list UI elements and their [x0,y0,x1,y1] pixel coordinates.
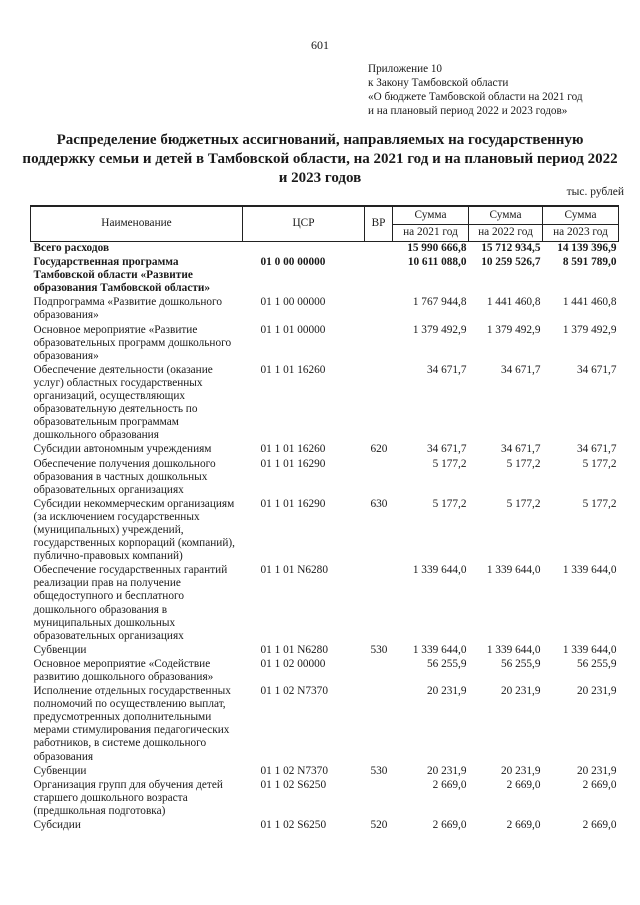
cell-name: Основное мероприятие «Содействие развитию дошкольного образования» [33,657,214,683]
cell-sum-2021: 20 231,9 [426,764,467,777]
cell-csr: 01 1 01 16290 [260,497,326,510]
cell-sum-2023: 56 255,9 [576,657,617,670]
table-row [31,242,619,257]
cell-name: Обеспечение получения дошкольного образования в частных дошкольных образовательных организациях [33,457,216,496]
header-sum-2022 [469,206,543,242]
header-sum-2021-top: Сумма [414,209,447,222]
cell-vr [365,658,393,685]
document-title: Распределение бюджетных ассигнований, направляемых на государственную поддержку семьи и детей в Тамбовской области, на 2021 год и на плановый период 2022 и 2023 годов [22,132,618,186]
cell-vr [365,685,393,765]
header-sum-2023 [543,206,619,242]
cell-sum-2022: 34 671,7 [500,443,541,456]
cell-vr: 520 [370,819,388,832]
cell-sum-2022: 34 671,7 [500,363,541,376]
cell-vr [365,779,393,819]
header-sum-2021 [393,206,469,242]
table-row [31,779,619,819]
cell-name: Субсидии автономным учреждениям [33,443,212,456]
cell-sum-2021: 5 177,2 [432,497,467,510]
cell-sum-2021: 34 671,7 [426,443,467,456]
cell-sum-2021: 10 611 088,0 [407,256,467,269]
header-name: Наименование [31,206,243,242]
cell-sum-2022: 1 441 460,8 [486,296,541,309]
cell-csr: 01 1 01 00000 [260,323,326,336]
cell-name: Субсидии некоммерческим организациям (за исключением государственных (муниципальных) учреждений, государственных корпораций (компаний), публично-правовых компаний) [33,497,235,563]
cell-name: Исполнение отдельных государственных полномочий по осуществлению выплат, предусмотренных дополнительными мерами стимулирования педагогических работников, в системе дошкольного образования [33,685,231,763]
cell-sum-2023: 5 177,2 [582,497,617,510]
cell-vr [365,364,393,444]
cell-sum-2023: 1 339 644,0 [562,564,617,577]
cell-name: Подпрограмма «Развитие дошкольного образования» [33,296,223,322]
table-row [31,685,619,765]
appendix-line: к Закону Тамбовской области [368,77,509,89]
cell-sum-2023: 20 231,9 [576,685,617,698]
cell-csr: 01 1 02 S6250 [260,819,327,832]
table-row [31,458,619,498]
cell-csr [243,242,365,257]
cell-sum-2021: 2 669,0 [432,778,467,791]
appendix-note [368,62,583,118]
appendix-line: Приложение 10 [368,63,443,75]
cell-vr [365,256,393,296]
cell-name: Всего расходов [33,242,110,254]
cell-sum-2022: 5 177,2 [506,457,541,470]
cell-sum-2022: 1 339 644,0 [486,643,541,656]
cell-sum-2022: 5 177,2 [506,497,541,510]
cell-sum-2021: 1 379 492,9 [412,323,467,336]
cell-name: Государственная программа Тамбовской области «Развитие образования Тамбовской области» [33,256,211,295]
table-row [31,564,619,644]
page-number: 601 [311,38,329,52]
cell-sum-2023: 34 671,7 [576,443,617,456]
cell-vr [365,324,393,364]
table-row [31,498,619,564]
cell-csr: 01 1 02 N7370 [260,764,328,777]
cell-name: Субвенции [33,643,87,656]
cell-sum-2023: 2 669,0 [582,778,617,791]
cell-vr: 530 [370,643,388,656]
cell-name: Организация групп для обучения детей старшего дошкольного возраста (предшкольная подготовка) [33,778,223,817]
units-label: тыс. рублей [566,186,624,198]
cell-sum-2021: 34 671,7 [426,363,467,376]
cell-sum-2022: 10 259 526,7 [481,256,541,269]
cell-sum-2023: 20 231,9 [576,764,617,777]
cell-sum-2023: 1 441 460,8 [562,296,617,309]
cell-sum-2021: 20 231,9 [426,685,467,698]
cell-sum-2023: 14 139 396,9 [557,242,617,254]
cell-sum-2023: 34 671,7 [576,363,617,376]
table-body [31,242,619,834]
cell-vr: 530 [370,764,388,777]
cell-sum-2021: 2 669,0 [432,819,467,832]
cell-csr: 01 1 00 00000 [260,296,326,309]
cell-csr: 01 1 01 16260 [260,363,326,376]
header-sum-2022-top: Сумма [489,209,522,222]
table-header-row [31,206,619,242]
table-row [31,256,619,296]
cell-sum-2022: 15 712 934,5 [481,242,541,254]
cell-csr: 01 1 01 16290 [260,457,326,470]
header-vr: ВР [365,206,393,242]
cell-sum-2022: 1 379 492,9 [486,323,541,336]
cell-csr: 01 1 02 S6250 [260,778,327,791]
cell-csr: 01 1 01 N6280 [260,643,328,656]
cell-name: Основное мероприятие «Развитие образовательных программ дошкольного образования» [33,323,232,362]
cell-vr: 630 [370,497,388,510]
header-sum-2022-bottom: на 2022 год [469,224,542,239]
appendix-line: «О бюджете Тамбовской области на 2021 год [368,91,583,103]
cell-sum-2021: 5 177,2 [432,457,467,470]
cell-name: Субвенции [33,764,87,777]
appendix-line: и на плановый период 2022 и 2023 годов» [368,105,568,117]
header-csr: ЦСР [243,206,365,242]
cell-vr: 620 [370,443,388,456]
table-row [31,296,619,323]
cell-sum-2022: 56 255,9 [500,657,541,670]
header-sum-2023-top: Сумма [564,209,597,222]
cell-vr [365,242,393,257]
cell-sum-2021: 1 339 644,0 [412,643,467,656]
table-row [31,765,619,779]
cell-name: Обеспечение деятельности (оказание услуг) областных государственных организаций, осуществляющих образовательную деятельность по образовательным программам дошкольного образования [33,363,213,442]
cell-sum-2023: 5 177,2 [582,457,617,470]
cell-vr [365,296,393,323]
table-row [31,658,619,685]
cell-sum-2021: 56 255,9 [426,657,467,670]
table-row [31,364,619,444]
cell-name: Субсидии [33,819,81,832]
cell-sum-2023: 2 669,0 [582,819,617,832]
cell-csr: 01 1 01 N6280 [260,564,328,577]
budget-table [30,205,619,833]
cell-csr: 01 1 01 16260 [260,443,326,456]
cell-sum-2022: 20 231,9 [500,764,541,777]
cell-vr [365,564,393,644]
cell-sum-2023: 8 591 789,0 [562,256,617,269]
cell-sum-2022: 2 669,0 [506,819,541,832]
cell-csr: 01 1 02 00000 [260,657,326,670]
table-row [31,819,619,833]
cell-sum-2021: 1 767 944,8 [412,296,467,309]
table-row [31,644,619,658]
cell-sum-2021: 1 339 644,0 [412,564,467,577]
cell-sum-2023: 1 339 644,0 [562,643,617,656]
cell-csr: 01 0 00 00000 [260,256,326,269]
cell-sum-2022: 2 669,0 [506,778,541,791]
cell-sum-2022: 1 339 644,0 [486,564,541,577]
header-sum-2021-bottom: на 2021 год [393,224,468,239]
table-row [31,443,619,457]
cell-name: Обеспечение государственных гарантий реализации прав на получение общедоступного и бесплатного дошкольного образования в муниципальных дошкольных образовательных организациях [33,564,228,642]
cell-vr [365,458,393,498]
cell-sum-2021: 15 990 666,8 [407,242,467,254]
header-sum-2023-bottom: на 2023 год [543,224,618,239]
cell-sum-2022: 20 231,9 [500,685,541,698]
cell-csr: 01 1 02 N7370 [260,685,328,698]
cell-sum-2023: 1 379 492,9 [562,323,617,336]
table-row [31,324,619,364]
